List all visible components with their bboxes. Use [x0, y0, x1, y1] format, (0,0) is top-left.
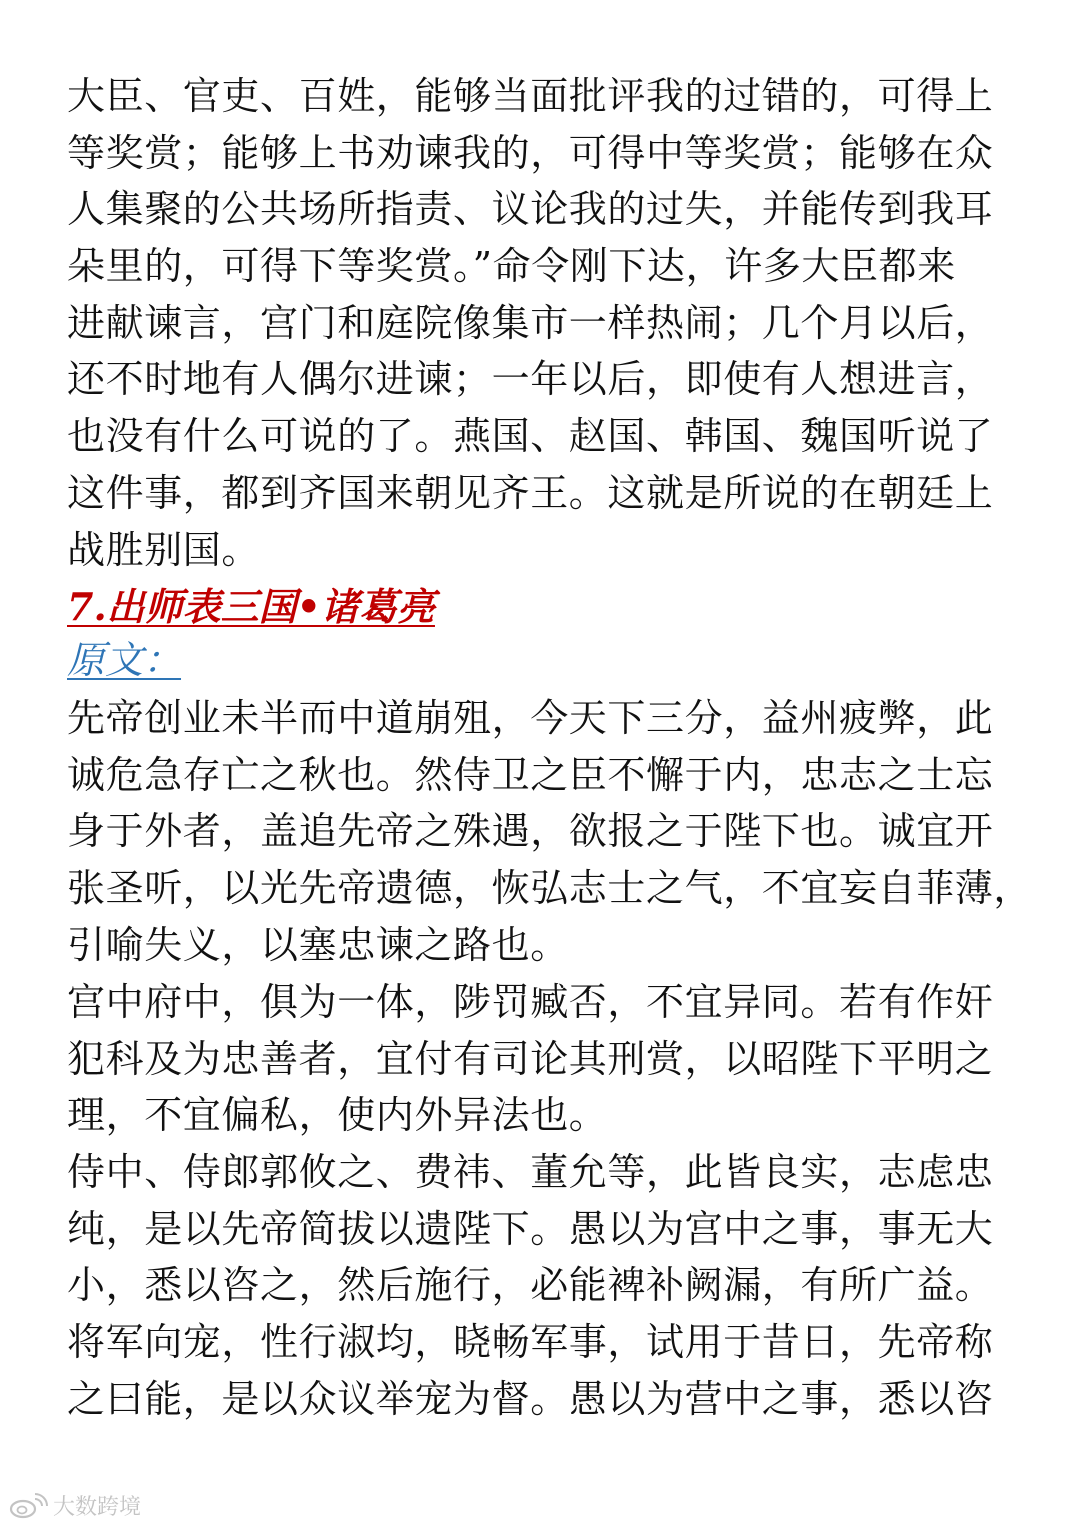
text-line: 朵里的，可得下等奖赏。”命令刚下达，许多大臣都来	[67, 244, 956, 289]
text-line: 先帝创业未半而中道崩殂，今天下三分，益州疲弊，此	[67, 696, 994, 740]
text-line: 身于外者，盖追先帝之殊遇，欲报之于陛下也。诚宜开	[67, 809, 994, 854]
text-line: 等奖赏；能够上书劝谏我的，可得中等奖赏；能够在众	[67, 130, 994, 175]
paragraph-translation	[67, 68, 993, 578]
text-line: 犯科及为忠善者，宜付有司论其刑赏，以昭陛下平明之	[67, 1036, 994, 1081]
watermark-text: 大数跨境	[53, 1495, 142, 1520]
text-line: 进献谏言，宫门和庭院像集市一样热闹；几个月以后，	[67, 300, 994, 345]
text-line: 宫中府中，俱为一体，陟罚臧否，不宜异同。若有作奸	[67, 980, 994, 1024]
paragraph-original-2	[67, 974, 993, 1144]
text-line: 战胜别国。	[67, 527, 261, 572]
text-line: 将军向宠，性行淑均，晓畅军事，试用于昔日，先帝称	[67, 1320, 994, 1365]
text-line: 大臣、官吏、百姓，能够当面批评我的过错的，可得上	[67, 74, 994, 118]
text-line: 这件事，都到齐国来朝见齐王。这就是所说的在朝廷上	[67, 470, 994, 515]
text-line: 侍中、侍郎郭攸之、费祎、董允等，此皆良实，志虑忠	[67, 1150, 994, 1194]
text-line: 张圣听，以光先帝遗德，恢弘志士之气，不宜妄自菲薄，	[67, 866, 1033, 911]
text-line: 引喻失义，以塞忠谏之路也。	[67, 922, 569, 967]
original-text-subheading: 原文：	[67, 638, 182, 682]
section-title: 7.出师表三国•诸葛亮	[67, 584, 435, 629]
text-line: 人集聚的公共场所指责、议论我的过失，并能传到我耳	[67, 187, 994, 232]
watermark	[8, 1490, 141, 1521]
paragraph-original-1	[67, 690, 1032, 973]
text-line: 诚危急存亡之秋也。然侍卫之臣不懈于内，忠志之士忘	[67, 752, 994, 797]
text-line: 之曰能，是以众议举宠为督。愚以为营中之事，悉以咨	[67, 1376, 994, 1421]
text-line: 理，不宜偏私，使内外异法也。	[67, 1093, 608, 1138]
text-line: 也没有什么可说的了。燕国、赵国、韩国、魏国听说了	[67, 414, 994, 459]
text-line: 纯，是以先帝简拔以遗陛下。愚以为宫中之事，事无大	[67, 1206, 994, 1251]
weibo-logo-icon	[8, 1493, 48, 1519]
text-line: 小，悉以咨之，然后施行，必能裨补阙漏，有所广益。	[67, 1263, 994, 1308]
text-line: 还不时地有人偶尔进谏；一年以后，即使有人想进言，	[67, 357, 994, 402]
paragraph-original-3	[67, 1144, 993, 1427]
